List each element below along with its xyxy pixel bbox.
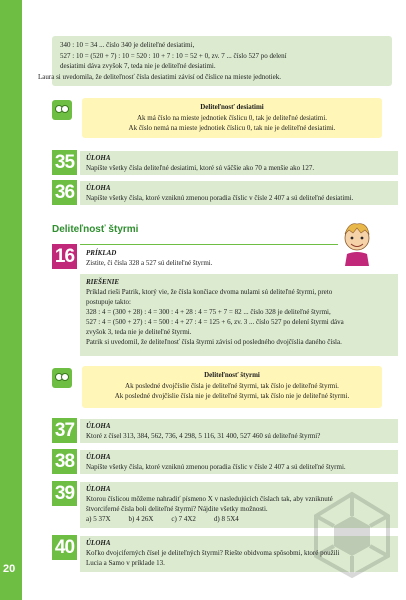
intro-line: 340 : 10 = 34 ... číslo 340 je deliteľné desiatimi,	[60, 41, 195, 49]
page-edge-bar	[0, 0, 22, 600]
task-text: Napíšte všetky čísla, ktoré vzniknú zmenou poradia číslic v čísle 2 407 a sú deliteľné štyrmi.	[86, 463, 346, 471]
task-label: ÚLOHA	[86, 422, 111, 430]
option-item: d) 8 5X4	[213, 515, 239, 523]
task-text: Lucia a Samo v príklade 13.	[86, 559, 165, 567]
solution-label: RIEŠENIE	[86, 278, 120, 286]
task-text: štvorciferné čísla boli deliteľné štyrmi? Nájdite všetky možnosti.	[86, 505, 268, 513]
solution-line: postupuje takto:	[86, 298, 131, 306]
intro-line: Laura si uvedomila, že deliteľnosť čísla desiatimi závisí od číslice na mieste jednotiek.	[38, 72, 281, 81]
task-number-badge: 40	[52, 535, 77, 560]
intro-line: 527 : 10 = (520 + 7) : 10 = 520 : 10 + 7 : 10 = 52 + 0, zv. 7 ... číslo 527 po delení	[60, 51, 287, 60]
task-number-badge: 39	[52, 481, 77, 506]
section-title: Deliteľnosť štyrmi	[52, 224, 139, 235]
solution-line: zvyšok 3, teda nie je deliteľné štyrmi.	[86, 328, 192, 336]
task-box	[80, 181, 398, 205]
solution-line: 328 : 4 = (300 + 28) : 4 = 300 : 4 + 28 : 4 = 75 + 7 = 82 ... číslo 328 je deliteľné štyrmi,	[86, 308, 331, 316]
task-number-badge: 38	[52, 449, 77, 474]
task-text: Koľko dvojciferných čísel je deliteľných štyrmi? Riešte obidvoma spôsobmi, ktoré použili	[86, 549, 340, 557]
task-label: ÚLOHA	[86, 154, 111, 162]
section-divider	[80, 244, 338, 245]
option-item: c) 7 4X2	[171, 515, 196, 523]
rule-title: Deliteľnosť desiatimi	[200, 103, 264, 111]
task-label: ÚLOHA	[86, 539, 111, 547]
task-number-badge: 35	[52, 150, 77, 175]
option-item: b) 4 26X	[128, 515, 154, 523]
owl-icon	[52, 368, 72, 388]
example-text: Zistite, či čísla 328 a 527 sú deliteľné štyrmi.	[86, 259, 213, 267]
rule-box-tens	[82, 98, 382, 138]
page-number: 20	[3, 563, 16, 575]
task-box	[80, 151, 398, 175]
solution-box	[80, 274, 398, 356]
owl-icon	[52, 100, 72, 120]
solution-line: Príklad rieši Patrik, ktorý vie, že čísla končiace dvoma nulami sú deliteľné štyrmi, preto	[86, 288, 333, 296]
puzzle-watermark	[312, 490, 392, 580]
task-text: Ktorou číslicou môžeme nahradiť písmeno X v nasledujúcich číslach tak, aby vzniknuté	[86, 495, 333, 503]
example-number-badge: 16	[52, 244, 77, 269]
rule-line: Ak posledné dvojčíslie čísla je deliteľné štyrmi, tak číslo je deliteľné štyrmi.	[125, 382, 339, 390]
option-item: a) 5 37X	[86, 515, 111, 523]
task-text: Ktoré z čísel 313, 384, 562, 736, 4 298, 5 116, 31 400, 527 460 sú deliteľné štyrmi?	[86, 432, 321, 440]
page-content	[22, 0, 406, 600]
task-box	[80, 419, 398, 443]
example-box	[80, 246, 350, 270]
intro-box	[38, 36, 392, 86]
rule-title: Deliteľnosť štyrmi	[204, 371, 260, 379]
solution-line: Patrik si uvedomil, že deliteľnosť čísla štyrmi závisí od posledného dvojčíslia daného čísla.	[86, 338, 342, 346]
task-text: Napíšte všetky čísla deliteľné desiatimi, ktoré sú väčšie ako 70 a menšie ako 127.	[86, 164, 315, 172]
task-box	[80, 450, 398, 474]
example-label: PRÍKLAD	[86, 249, 117, 257]
rule-line: Ak číslo nemá na mieste jednotiek číslicu 0, tak nie je deliteľné desiatimi.	[128, 124, 336, 132]
task-text: Napíšte všetky čísla, ktoré vzniknú zmenou poradia číslic v čísle 2 407 a sú deliteľné desiatimi.	[86, 194, 354, 202]
solution-line: 527 : 4 = (500 + 27) : 4 = 500 : 4 + 27 : 4 = 125 + 6, zv. 3 ... číslo 527 po delení štyrmi dáva	[86, 318, 344, 326]
task-number-badge: 36	[52, 180, 77, 205]
intro-line: desiatimi dáva zvyšok 7, teda nie je deliteľné desiatimi.	[60, 62, 216, 70]
task-label: ÚLOHA	[86, 453, 111, 461]
task-label: ÚLOHA	[86, 485, 111, 493]
rule-box-fours	[82, 366, 382, 408]
task-number-badge: 37	[52, 418, 77, 443]
rule-line: Ak má číslo na mieste jednotiek číslicu 0, tak je deliteľné desiatimi.	[136, 114, 328, 122]
task-label: ÚLOHA	[86, 184, 111, 192]
rule-line: Ak posledné dvojčíslie čísla nie je deliteľné štyrmi, tak číslo nie je deliteľné štyrmi.	[114, 392, 350, 400]
